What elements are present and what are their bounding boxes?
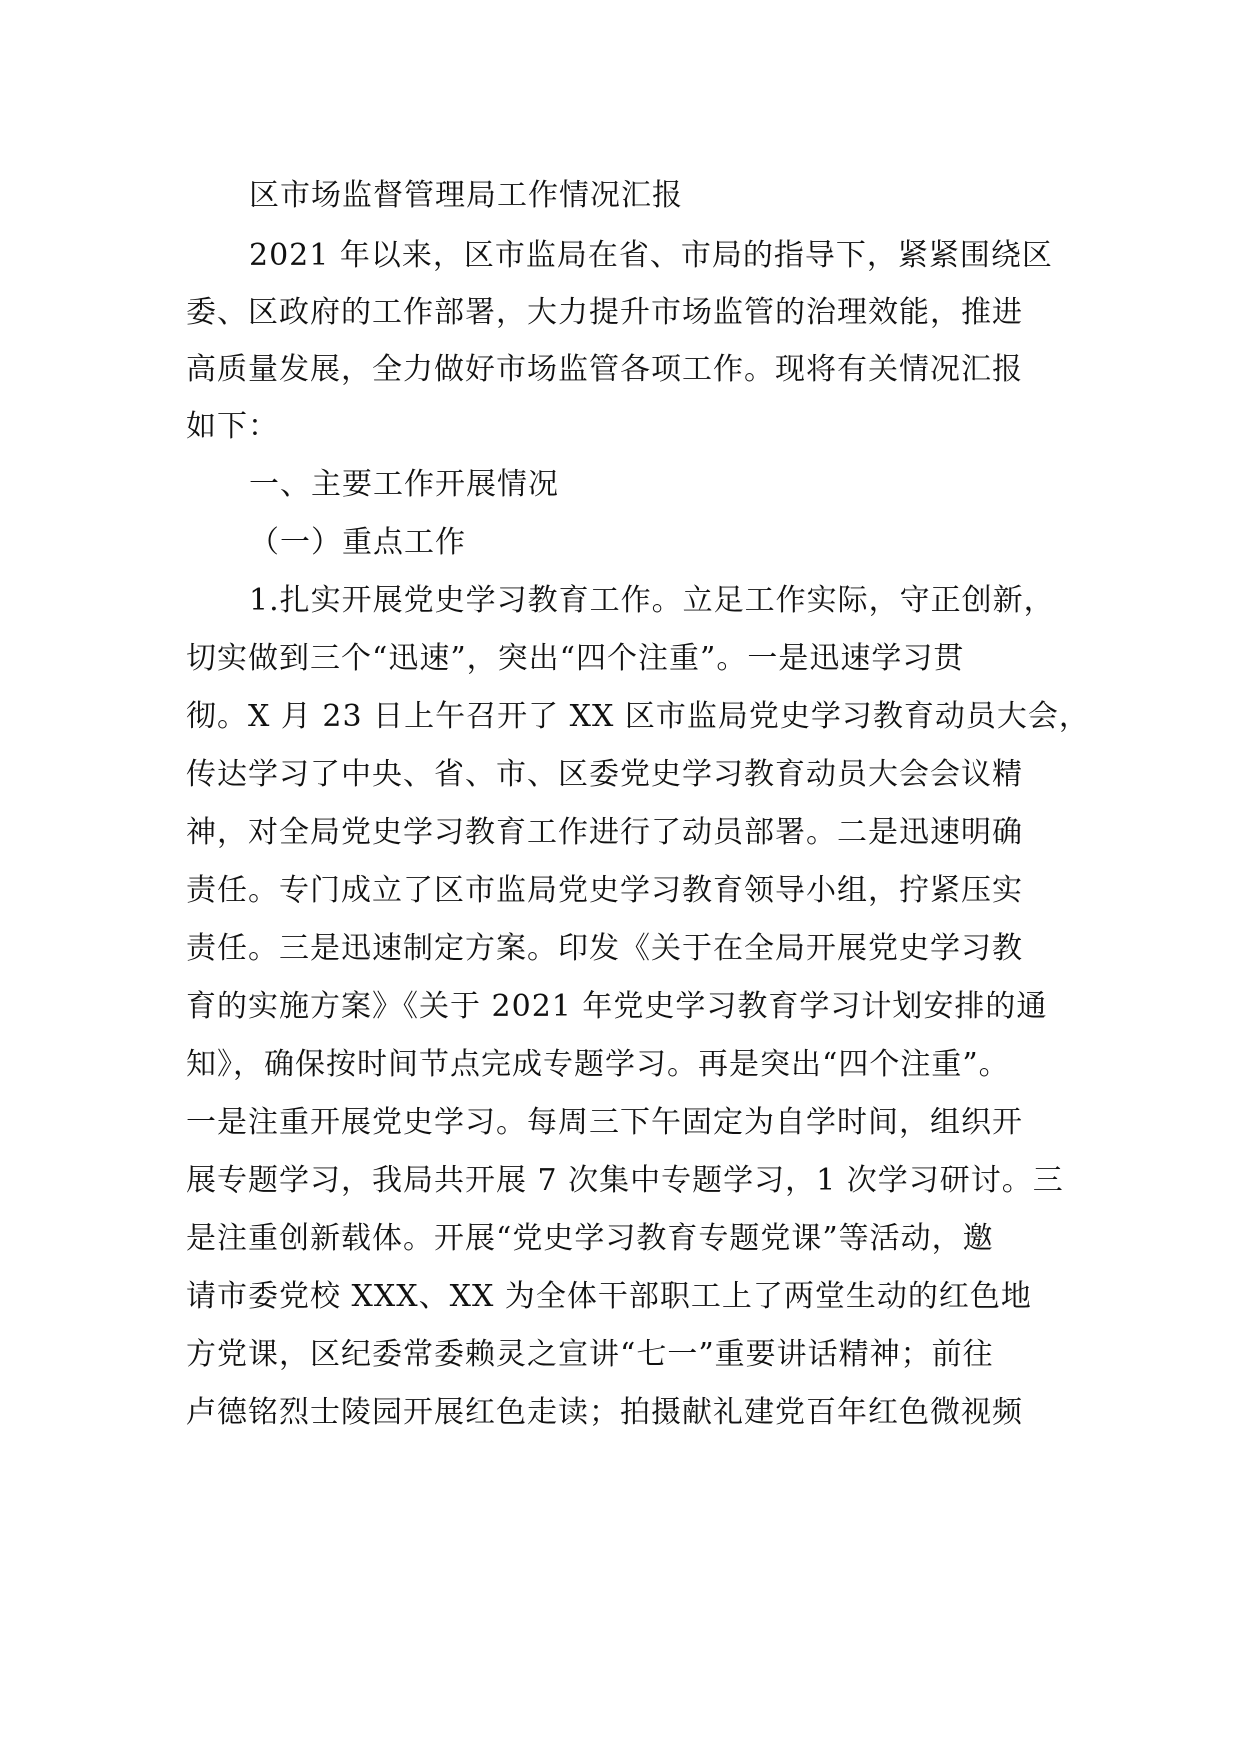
paragraph-line: 卢德铭烈士陵园开展红色走读；拍摄献礼建党百年红色微视频: [186, 1395, 1023, 1430]
paragraph-line: 高质量发展，全力做好市场监管各项工作。现将有关情况汇报: [186, 352, 1023, 387]
paragraph-line: 责任。专门成立了区市监局党史学习教育领导小组，拧紧压实: [186, 873, 1023, 908]
paragraph-line: 展专题学习，我局共开展 7 次集中专题学习，1 次学习研讨。三: [186, 1163, 1064, 1198]
paragraph-line: 知》，确保按时间节点完成专题学习。再是突出“四个注重”。: [186, 1047, 1010, 1082]
document-title: 区市场监督管理局工作情况汇报: [249, 178, 683, 213]
paragraph-line: 请市委党校 XXX、XX 为全体干部职工上了两堂生动的红色地: [186, 1279, 1032, 1314]
paragraph-line: 责任。三是迅速制定方案。印发《关于在全局开展党史学习教: [186, 931, 1023, 966]
paragraph-line: 如下：: [186, 409, 279, 444]
paragraph-line: 委、区政府的工作部署，大力提升市场监管的治理效能，推进: [186, 295, 1023, 330]
paragraph-line: 切实做到三个“迅速”，突出“四个注重”。一是迅速学习贯: [186, 641, 965, 676]
paragraph-line: 传达学习了中央、省、市、区委党史学习教育动员大会会议精: [186, 757, 1023, 792]
paragraph-line: 一是注重开展党史学习。每周三下午固定为自学时间，组织开: [186, 1105, 1023, 1140]
paragraph-line: 育的实施方案》《关于 2021 年党史学习教育学习计划安排的通: [186, 989, 1048, 1024]
paragraph-line: 彻。X 月 23 日上午召开了 XX 区市监局党史学习教育动员大会，: [186, 699, 1090, 734]
section-heading: 一、主要工作开展情况: [249, 467, 559, 502]
paragraph-line: 方党课，区纪委常委赖灵之宣讲“七一”重要讲话精神；前往: [186, 1337, 994, 1372]
subsection-heading: （一）重点工作: [249, 525, 466, 560]
paragraph-line: 神，对全局党史学习教育工作进行了动员部署。二是迅速明确: [186, 815, 1023, 850]
paragraph-line: 1.扎实开展党史学习教育工作。立足工作实际，守正创新，: [249, 583, 1055, 618]
paragraph-line: 是注重创新载体。开展“党史学习教育专题党课”等活动，邀: [186, 1221, 994, 1256]
paragraph-line: 2021 年以来，区市监局在省、市局的指导下，紧紧围绕区: [249, 238, 1053, 273]
